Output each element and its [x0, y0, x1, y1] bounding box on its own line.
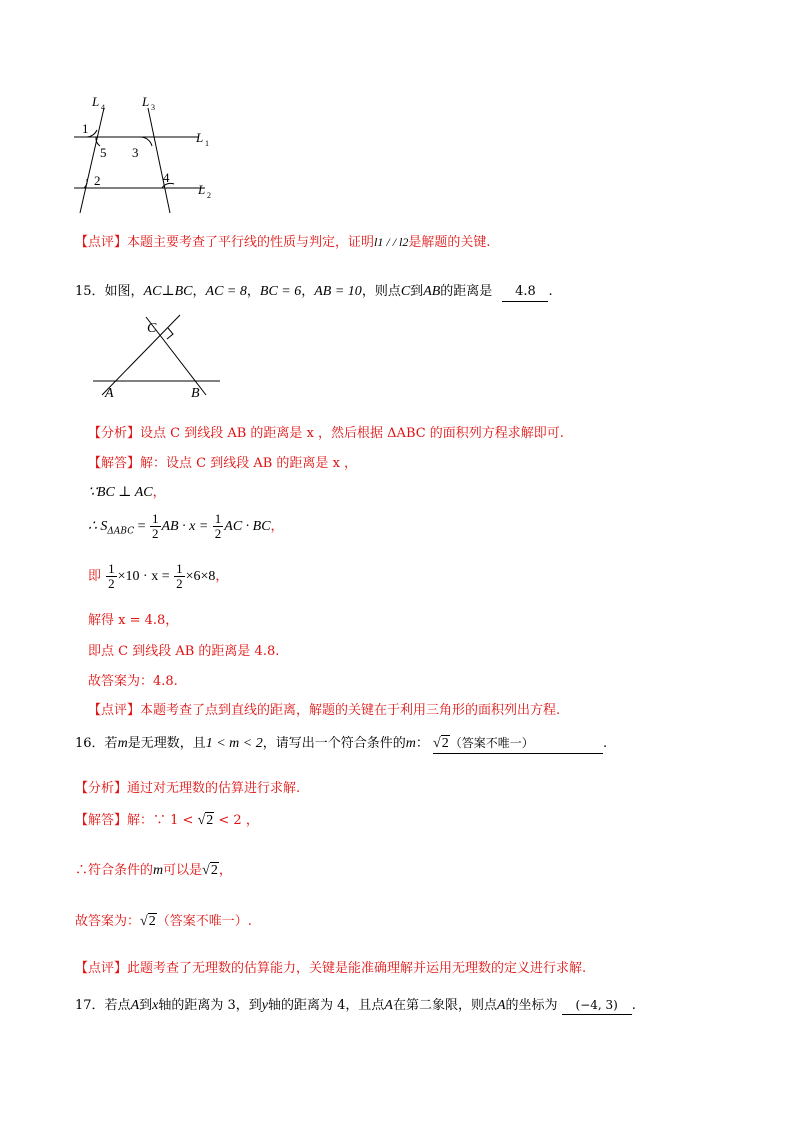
question-number: 16．: [75, 736, 105, 751]
label-l1: L: [196, 130, 204, 145]
sqrt-2: √2: [202, 863, 218, 878]
q15-solution-line-2: ∵BC ⊥ AC，: [88, 485, 166, 500]
answer-blank: 4.8: [502, 283, 548, 302]
analysis-tag: 【分析】: [75, 781, 128, 796]
svg-text:3: 3: [151, 103, 155, 112]
comment-tag: 【点评】: [75, 961, 128, 976]
q15-comment: 【点评】本题考查了点到直线的距离，解题的关键在于利用三角形的面积列出方程.: [88, 703, 561, 718]
q16-analysis: 【分析】通过对无理数的估算进行求解.: [75, 781, 301, 796]
parallel-expression: l1 / / l2: [374, 235, 409, 249]
svg-text:2: 2: [207, 191, 211, 200]
q17-question: 17．若点A到x轴的距离为 3，到y轴的距离为 4，且点A在第二象限，则点A的坐标为 (−4, 3) .: [75, 998, 636, 1013]
angle-4: 4: [163, 170, 170, 185]
q15-analysis: 【分析】设点 C 到线段 AB 的距离是 x ，然后根据 ΔABC 的面积列方程求解即可.: [88, 426, 564, 441]
question-number: 17．: [75, 998, 105, 1013]
vertex-a: A: [105, 386, 114, 401]
label-l3: L: [142, 94, 150, 109]
sqrt-2: √2: [140, 914, 156, 929]
vertex-c: C: [147, 321, 157, 336]
fraction-half: $\frac{1}{2}$: [214, 511, 222, 541]
line-l3: [148, 108, 170, 213]
parallel-lines-figure: [60, 88, 230, 218]
q16-comment: 【点评】此题考查了无理数的估算能力，关键是能准确理解并运用无理数的定义进行求解.: [75, 961, 587, 976]
solution-tag: 【解答】: [75, 813, 128, 828]
q15-solution-line-1: 【解答】解：设点 C 到线段 AB 的距离是 x ，: [88, 456, 358, 471]
triangle-figure: [88, 305, 228, 405]
analysis-tag: 【分析】: [88, 426, 141, 441]
fraction-half: $\frac{1}{2}$: [152, 511, 159, 541]
angle-5: 5: [100, 145, 107, 160]
comment-tag: 【点评】: [75, 235, 128, 250]
right-angle-mark: [167, 328, 173, 339]
angle-3: 3: [132, 145, 139, 160]
label-l2: L: [198, 182, 206, 197]
angle-1: 1: [82, 121, 89, 136]
q16-solution-line-2: ∴符合条件的m可以是√2，: [75, 863, 232, 878]
vertex-b: B: [191, 386, 200, 401]
q15-solution-line-3: ∴ $S_{\Delta ABC}$ = $\frac{1}{2}$ AB · x = $\frac{1}{2}$ AC · BC，: [88, 511, 284, 541]
line-ac: [102, 315, 180, 395]
fraction-half: $\frac{1}{2}$: [176, 561, 183, 591]
q15-solution-line-7: 故答案为：4.8.: [88, 674, 178, 689]
q15-question: 15．如图，AC⊥BC，AC = 8，BC = 6，AB = 10，则点C到AB的距离是 4.8 .: [75, 283, 553, 302]
sqrt-2: √2: [197, 813, 214, 828]
q16-solution-line-1: 【解答】解：∵ 1 < √2 < 2 ，: [75, 813, 259, 828]
sqrt-2: √2: [433, 736, 449, 751]
svg-text:4: 4: [101, 103, 105, 112]
q14-comment: 【点评】本题主要考查了平行线的性质与判定，证明l1 / / l2是解题的关键.: [75, 235, 491, 250]
q15-solution-line-4: 即 $\frac{1}{2}$ ×10 · x = $\frac{1}{2}$ ×6×8，: [88, 561, 229, 591]
question-number: 15．: [75, 284, 105, 299]
answer-blank: (−4, 3): [562, 996, 632, 1015]
q15-solution-line-6: 即点 C 到线段 AB 的距离是 4.8.: [88, 644, 280, 659]
label-l4: L: [92, 94, 100, 109]
q15-solution-line-5: 解得 x = 4.8，: [88, 613, 179, 628]
q16-solution-line-3: 故答案为：√2（答案不唯一）.: [75, 914, 252, 929]
svg-text:1: 1: [205, 139, 209, 148]
q16-question: 16．若m是无理数，且1 < m < 2，请写出一个符合条件的m： √2（答案不唯一） .: [75, 734, 607, 754]
answer-blank: √2（答案不唯一）: [433, 734, 603, 754]
fraction-half: $\frac{1}{2}$: [108, 561, 115, 591]
comment-tag: 【点评】: [88, 703, 141, 718]
solution-tag: 【解答】: [88, 456, 141, 471]
angle-2: 2: [94, 173, 101, 188]
